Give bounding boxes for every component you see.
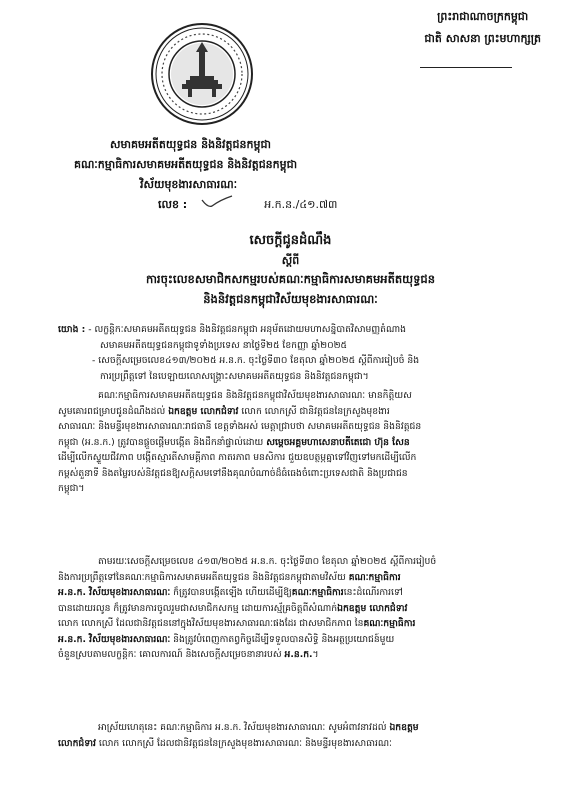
ref-number: អ.ក.ន./៤១.៧៣	[264, 198, 338, 211]
p2-committee-2: គណៈកម្មាធិការ	[291, 587, 344, 598]
p2-line-5a: លោក លោកស្រី ដែលជានិវត្តជននៅក្នុងវិស័យមុខងារសាធារណៈផងដែរ ជាសមាជិកភាព នៃ	[58, 618, 364, 629]
p3-honorific-2: លោកជំទាវ	[58, 737, 96, 749]
references-block	[58, 322, 548, 384]
p2-line-2a: និងការប្រព្រឹត្តទៅនៃគណៈកម្មាធិការសមាគមអតីតយុទ្ធជន និងនិវត្តជនកម្ពុជាតាមវិស័យ	[58, 571, 349, 583]
reference-2-line-2: ការប្រព្រឹត្តទៅ នៃបេឡាយលោសង្គ្រោះសមាគមអតីតយុទ្ធជន និងនិវត្តជនកម្ពុជា។	[100, 370, 369, 382]
doc-title: សេចក្តីជូនដំណឹង	[249, 233, 332, 248]
references-label: យោង :	[58, 324, 86, 335]
p2-honorific: ឯកឧត្តម លោកជំទាវ	[337, 602, 408, 614]
kingdom-underline	[420, 67, 512, 68]
p2-line-6b: និងត្រូវបំពេញកាតព្វកិច្ចដើម្បីទទួលបានសិទ្ធិ និងអត្ថប្រយោជន៍មួយ	[170, 633, 395, 645]
p1-line-5: ដើម្បីលើកស្ទួយជីវភាព បង្កើតស្មារតីសាមគ្គីភាព ភាតរភាព មនសិការ ជួយឧបត្ថម្ភគ្នាទៅវិញទៅមកដើម្បីលើក	[58, 452, 417, 463]
p1-line-3: សាធារណៈ និងមន្ទីរមុខងារសាធារណៈរាជធានី ខេត្តទាំងអស់ មេត្តាជ្រាបថា សមាគមអតីតយុទ្ធជន និងនិវត្តជន	[58, 421, 422, 432]
p2-line-3d: នេះដំណើរការទៅ	[343, 587, 403, 598]
reference-1-line-2: សមាគមអតីតយុទ្ធជនកម្ពុជាទូទាំងប្រទេស នាថ្ងៃទី២៥ ខែកញ្ញា ឆ្នាំ២០២៥	[100, 339, 348, 351]
p3-honorific-1: ឯកឧត្តម	[389, 722, 419, 733]
p1-line-2a: សូមគោរពជម្រាបជូនដំណឹងដល់	[58, 405, 169, 417]
p3-line-1	[58, 720, 548, 736]
p2-line-3	[58, 585, 548, 601]
p2-line-7c: ។	[312, 649, 319, 660]
p3-line-2b: លោក លោកស្រី ដែលជានិវត្តជននៃក្រសួងមុខងារសាធារណៈ និងមន្ទីរមុខងារសាធារណៈ	[95, 737, 392, 749]
association-seal-icon	[150, 22, 254, 126]
body-paragraph-2	[58, 554, 548, 663]
reference-1-line-1: - លក្ខន្តិកៈសមាគមអតីតយុទ្ធជន និងនិវត្តជនកម្ពុជា អនុម័តដោយមហាសន្និបាតវិសាមញ្ញតំណាង	[88, 324, 406, 335]
p2-line-3b: ក៏ត្រូវបានបង្កើតឡើង ហើយដើម្បីឱ្យ	[170, 587, 292, 598]
p2-line-4	[58, 601, 548, 617]
org-name-3: វិស័យមុខងារសាធារណៈ	[140, 178, 238, 191]
p1-line-4	[58, 435, 548, 451]
doc-topic-line-1: ការចុះលេខ​សមាជិកសកម្មរបស់គណៈកម្មាធិការសមាគមអតីតយុទ្ធជន	[145, 272, 436, 286]
p1-line-1: គណៈកម្មាធិការសមាគមអតីតយុទ្ធជន និងនិវត្តជនកម្ពុជាវិស័យមុខងារសាធារណៈ មានកិត្តិយស	[98, 390, 412, 401]
body-paragraph-1	[58, 388, 548, 497]
p1-line-4a: កម្ពុជា (អ.ន.ក.) ត្រូវបានផ្តួចផ្តើមបង្កើត និងដឹកនាំផ្ទាល់ដោយ	[58, 436, 267, 448]
p1-line-2c: លោក លោកស្រី ជានិវត្តជននៃក្រសួងមុខងារ	[238, 405, 390, 417]
p2-sector-2: អ.ន.ក. វិស័យមុខងារសាធារណៈ	[58, 633, 171, 645]
p2-abbrev: អ.ន.ក.	[284, 649, 313, 660]
doc-subtitle: ស្តីពី	[281, 254, 300, 267]
p2-committee-3: គណៈកម្មាធិការ	[363, 618, 416, 629]
org-name-2: គណៈកម្មាធិការសមាគមអតីតយុទ្ធជន និងនិវត្តជនកម្ពុជា	[74, 158, 298, 171]
p2-line-7a: ចំនួនស្របតាមលក្ខន្តិកៈ គោលការណ៍ និងសេចក្តីសម្រេចនានារបស់	[58, 649, 285, 660]
ref-label: លេខ :	[158, 198, 188, 211]
handwritten-mark-icon	[200, 194, 234, 210]
body-paragraph-3	[58, 720, 548, 751]
p2-line-2	[58, 570, 548, 586]
p2-line-4a: បានដោយរលូន ក៏ត្រូវមានការចូលរួមជាសមាជិកសកម្ម ដោយការស្ម័គ្រចិត្តពីសំណាក់	[58, 602, 338, 614]
doc-topic-line-2: និងនិវត្តជនកម្ពុជាវិស័យមុខងារសាធារណៈ	[203, 292, 378, 306]
p2-sector-1: អ.ន.ក. វិស័យមុខងារសាធារណៈ	[58, 587, 171, 598]
p2-line-6	[58, 632, 548, 648]
kingdom-line-1: ព្រះរាជាណាចក្រកម្ពុជា	[437, 10, 529, 23]
p2-line-5	[58, 616, 548, 632]
kingdom-line-2: ជាតិ សាសនា ព្រះមហាក្សត្រ	[424, 32, 541, 45]
reference-2-line-1: - សេចក្តីសម្រេចលេខ៤១៣/២០២៥ អ.ន.ក. ចុះថ្ងៃទី៣០ ខែតុលា ឆ្នាំ២០២៥ ស្តីពីការរៀបចំ និង	[92, 355, 420, 366]
p3-line-2	[58, 736, 548, 752]
org-name-1: សមាគមអតីតយុទ្ធជន និងនិវត្តជនកម្ពុជា	[110, 138, 271, 151]
p3-line-1a: អាស្រ័យហេតុនេះ គណៈកម្មាធិការ អ.ន.ក. វិស័យមុខងារសាធារណៈ សូមអំពាវនាវដល់	[98, 722, 390, 733]
p2-line-7	[58, 647, 548, 663]
p2-line-1: តាមរយៈសេចក្តីសម្រេចលេខ ៤១៣/២០២៥ អ.ន.ក. ចុះថ្ងៃទី៣០ ខែតុលា ឆ្នាំ២០២៥ ស្តីពីការរៀបចំ	[98, 556, 437, 567]
p2-committee-1: គណៈកម្មាធិការ	[348, 571, 401, 583]
p1-line-2	[58, 404, 548, 420]
reference-number	[158, 198, 337, 214]
p1-honorific: ឯកឧត្តម លោកជំទាវ	[168, 405, 239, 417]
p1-line-6: កម្ពស់តួនាទី និងតម្លៃរបស់និវត្តជនឱ្យសក្តិសមទៅនឹងគុណបំណាច់ដ៏ធំធេងចំពោះប្រទេសជាតិ និងប្រជាជន	[58, 467, 408, 479]
p1-founder-name: សម្តេចអគ្គមហាសេនាបតីតេជោ ហ៊ុន សែន	[266, 436, 410, 448]
kingdom-heading	[424, 10, 541, 48]
p1-line-7: កម្ពុជា។	[58, 483, 85, 494]
